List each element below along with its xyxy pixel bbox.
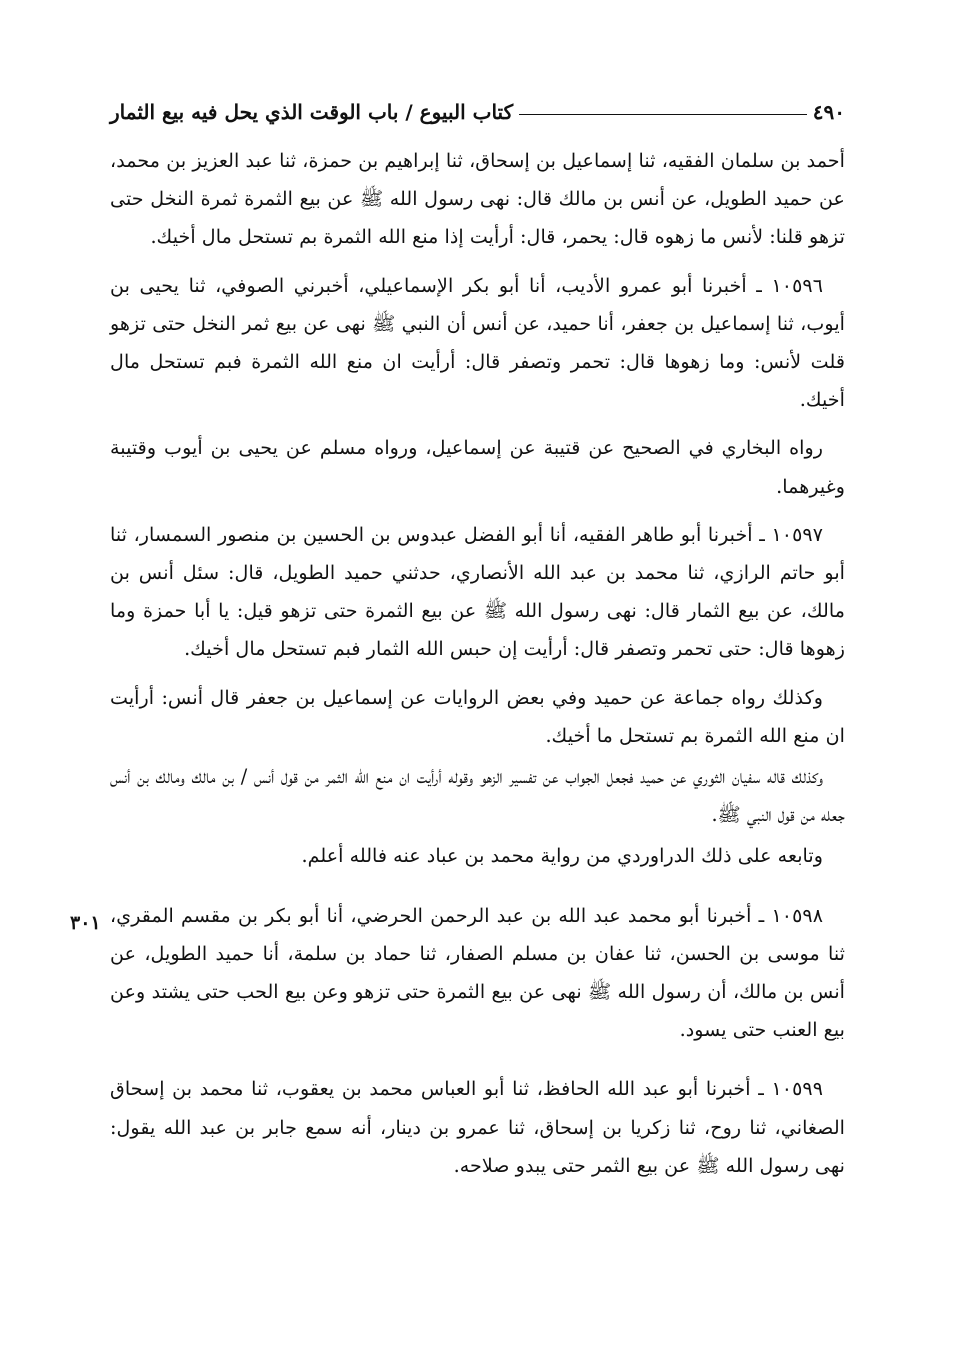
running-header: [110, 88, 845, 124]
book-page: [110, 88, 845, 1195]
page-number: ٤٩٠: [812, 100, 845, 124]
commentary-thawri: وكذلك قاله سفيان الثوري عن حميد فجعل الجواب عن تفسير الزهو وقوله أرأيت ان منع الله الثمر من قول أنس / بن مالك ومالك بن أنس جعله من قول النبي ﷺ.: [110, 765, 845, 827]
hadith-10598: ١٠٥٩٨ ـ أخبرنا أبو محمد عبد الله بن عبد الرحمن الحرضي، أنا أبو بكر بن مقسم المقري، ثنا موسى بن الحسن، ثنا عفان بن مسلم الصفار، ثنا حماد بن سلمة، أنا حميد الطويل، عن أنس بن مالك، أن رسول الله ﷺ نهى عن بيع الثمرة حتى تزهو وعن بيع الحب حتى يشتد وعن بيع العنب حتى يسود.: [110, 903, 845, 1042]
paragraph-continuation: أحمد بن سلمان الفقيه، ثنا إسماعيل بن إسحاق، ثنا إبراهيم بن حمزة، ثنا عبد العزيز بن محمد، عن حميد الطويل، عن أنس بن مالك قال: نهى رسول الله ﷺ عن بيع الثمرة ثمرة النخل حتى تزهو قلنا: لأنس ما زهوه قال: يحمر، قال: أرأيت إذا منع الله الثمرة بم تستحل مال أخيك.: [110, 149, 845, 249]
hadith-10597: ١٠٥٩٧ ـ أخبرنا أبو طاهر الفقيه، أنا أبو الفضل عبدوس بن الحسين بن منصور السمسار، ثنا أبو حاتم الرازي، ثنا محمد بن عبد الله الأنصاري، حدثني حميد الطويل، قال: سئل أنس بن مالك، عن بيع الثمار قال: نهى رسول الله ﷺ عن بيع الثمرة حتى تزهو قيل: يا أبا حمزة وما زهوها قال: حتى تحمر وتصفر قال: أرأيت إن حبس الله الثمار فبم تستحل مال أخيك.: [110, 522, 845, 661]
margin-page-reference: ٣٠١: [70, 912, 101, 934]
header-title: كتاب البيوع / باب الوقت الذي يحل فيه بيع الثمار: [110, 100, 514, 124]
commentary-darawardi: وتابعه على ذلك الدراوردي من رواية محمد بن عباد عنه فالله أعلم.: [301, 844, 823, 868]
commentary-jamaa: وكذلك رواه جماعة عن حميد وفي بعض الروايات عن إسماعيل بن جعفر قال أنس: أرأيت ان منع الله الثمرة بم تستحل ما أخيك.: [110, 685, 845, 747]
header-rule: [519, 114, 807, 115]
commentary-bukhari: رواه البخاري في الصحيح عن قتيبة عن إسماعيل، ورواه مسلم عن يحيى بن أيوب وقتيبة وغيرهما.: [110, 436, 845, 498]
hadith-10596: ١٠٥٩٦ ـ أخبرنا أبو عمرو الأديب، أنا أبو بكر الإسماعيلي، أخبرني الصوفي، ثنا يحيى بن أيوب، ثنا إسماعيل بن جعفر، أنا حميد، عن أنس أن النبي ﷺ نهى عن بيع ثمر النخل حتى تزهو قلت لأنس: وما زهوها قال: تحمر وتصفر قال: أرأيت ان منع الله الثمرة فبم تستحل مال أخيك.: [110, 273, 845, 412]
hadith-10599: ١٠٥٩٩ ـ أخبرنا أبو عبد الله الحافظ، ثنا أبو العباس محمد بن يعقوب، ثنا محمد بن إسحاق الصغاني، ثنا روح، ثنا زكريا بن إسحاق، ثنا عمرو بن دينار، أنه سمع جابر بن عبد الله يقول: نهى رسول الله ﷺ عن بيع الثمر حتى يبدو صلاحه.: [110, 1077, 845, 1177]
